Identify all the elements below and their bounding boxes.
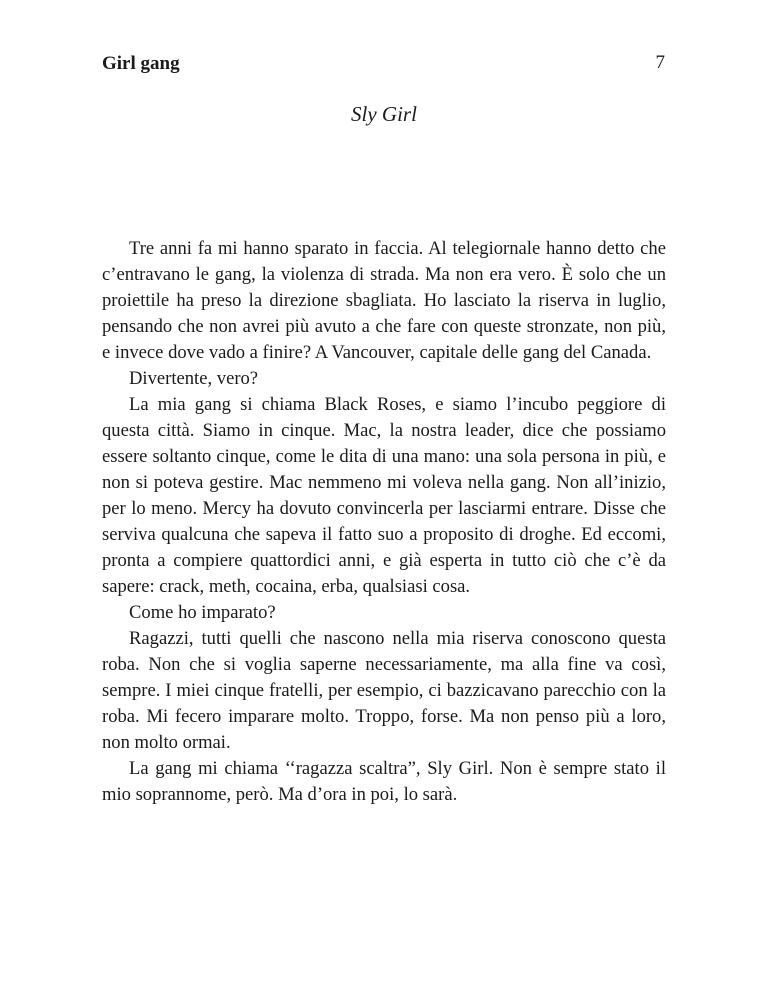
chapter-title: Sly Girl — [351, 102, 417, 126]
paragraph: La gang mi chiama ‘‘ragazza scaltra”, Sly Girl. Non è sempre stato il mio soprannome, però. Ma d’ora in poi, lo sarà. — [102, 758, 666, 805]
paragraph: La mia gang si chiama Black Roses, e siamo l’incubo peggiore di questa città. Siamo in cinque. Mac, la nostra leader, dice che possiamo essere soltanto cinque, come le dita di una mano: una sola persona in più, e non si poteva gestire. Mac nemmeno mi voleva nella gang. Non all’inizio, per lo meno. Mercy ha dovuto convincerla per lasciarmi entrare. Disse che serviva qualcuna che sapeva il fatto suo a proposito di droghe. Ed eccomi, pronta a compiere quattordici anni, e già esperta in tutto ciò che c’è da sapere: crack, meth, cocaina, erba, qualsiasi cosa. — [102, 394, 666, 597]
running-header-title: Girl gang — [102, 53, 180, 74]
body-text — [102, 236, 666, 808]
paragraph: Tre anni fa mi hanno sparato in faccia. Al telegiornale hanno detto che c’entravano le gang, la violenza di strada. Ma non era vero. È solo che un proiettile ha preso la direzione sbagliata. Ho lasciato la riserva in luglio, pensando che non avrei più avuto a che fare con queste stronzate, non più, e invece dove vado a finire? A Vancouver, capitale delle gang del Canada. — [102, 238, 666, 363]
paragraph: Come ho imparato? — [129, 602, 276, 623]
page-number: 7 — [655, 52, 665, 73]
paragraph: Divertente, vero? — [129, 368, 259, 389]
paragraph: Ragazzi, tutti quelli che nascono nella mia riserva conoscono questa roba. Non che si voglia saperne necessariamente, ma alla fine va così, sempre. I miei cinque fratelli, per esempio, ci bazzicavano parecchio con la roba. Mi fecero imparare molto. Troppo, forse. Ma non penso più a loro, non molto ormai. — [102, 628, 666, 753]
